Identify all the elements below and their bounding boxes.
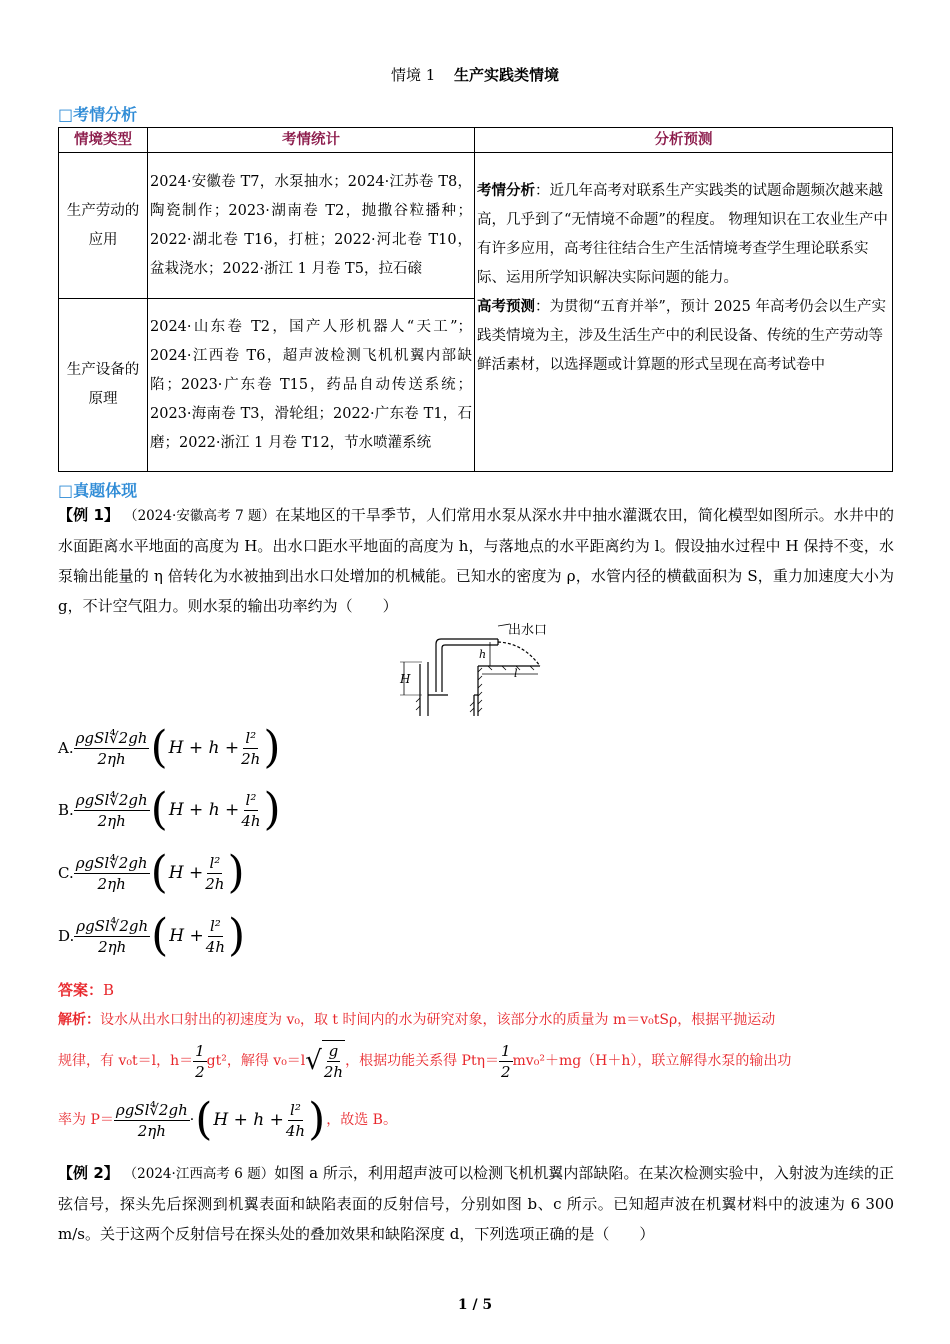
option-fraction: $\frac{\text{l²}}{4h}$ — [241, 790, 261, 830]
scene-title: 生产实践类情境 — [454, 66, 560, 84]
analysis-text: ：近几年高考对联系生产实践类的试题命题频次越来越高，几乎到了“无情境不命题”的程度。 物理知识在工农业生产中有许多应用，高考往往结合生产生活情境考查学生理论联系实际、运用所学知识解决实际问题的能力。 — [477, 183, 888, 286]
solution-text-2a: 规律，有 v₀t＝l，h＝ — [58, 1053, 194, 1069]
option-key: A. — [58, 739, 74, 757]
page-number: 1 / 5 — [457, 1297, 493, 1313]
option-expression: H + — [168, 863, 204, 883]
option-key: D. — [58, 927, 75, 945]
label-H: H — [400, 672, 411, 686]
solution-text-1: 设水从出水口射出的初速度为 v₀，取 t 时间内的水为研究对象，该部分水的质量为 m＝v₀tSρ，根据平抛运动 — [100, 1012, 776, 1028]
option-expression: H + h + — [168, 738, 240, 758]
option-b[interactable]: B. $\frac{\text{ρgSl∜2gh}}{2\eta h}$ ( H + h + $\frac{\text{l²}}{4h}$ ) — [58, 784, 281, 835]
page-title — [0, 64, 950, 85]
example2-source: （2024·江西高考 6 题） — [123, 1166, 275, 1182]
option-key: B. — [58, 801, 74, 819]
solution-line-2: 规律，有 v₀t＝l，h＝ $\frac{1}{2}$ gt²，解得 v₀＝l √ $\frac{g}{2h}$ ，根据功能关系得 Ptη＝ $\frac{1}{2}$ mv₀²＋mg（H＋h），联立解得水泵的输出功 — [58, 1041, 792, 1081]
row-stats: 2024·安徽卷 T7，水泵抽水；2024·江苏卷 T8，陶瓷制作；2023·湖南卷 T2，抛撒谷粒播种；2022·湖北卷 T16，打桩；2022·河北卷 T10，盆栽浇水；2022·浙江 1 月卷 T5，拉石磙 — [148, 153, 475, 299]
col-header-stats: 考情统计 — [148, 128, 475, 153]
sqrt-fraction: $\frac{g}{2h}$ — [323, 1042, 344, 1081]
example1-text: 在某地区的干旱季节，人们常用水泵从深水井中抽水灌溉农田，简化模型如图所示。水井中的水面距离水平地面的高度为 H。出水口距水平地面的高度为 h，与落地点的水平距离约为 l。假设抽水过程中 H 保持不变，水泵输出能量的 η 倍转化为水被抽到出水口处增加的机械能。已知水的密度为 ρ，水管内径的横截面积为 S，重力加速度大小为 g，不计空气阻力。则水泵的输出功率约为（ ） — [58, 506, 894, 615]
scene-label: 情境 1 — [390, 66, 436, 84]
option-a[interactable]: A. $\frac{\text{ρgSl∜2gh}}{2\eta h}$ ( H + h + $\frac{\text{l²}}{2h}$ ) — [58, 722, 281, 773]
solution-label: 解析： — [58, 1012, 100, 1028]
prefactor-fraction: $\frac{\text{ρgSl∜2gh}}{2\eta h}$ — [76, 916, 149, 956]
solution-text-2d: mv₀²＋mg（H＋h），联立解得水泵的输出功 — [512, 1053, 792, 1069]
option-key: C. — [58, 864, 74, 882]
prefactor-fraction: $\frac{\text{ρgSl∜2gh}}{2\eta h}$ — [75, 790, 148, 830]
col-header-type: 情境类型 — [59, 128, 148, 153]
answer-value: B — [103, 981, 115, 999]
option-fraction: $\frac{\text{l²}}{2h}$ — [205, 853, 225, 893]
answer-line — [58, 975, 894, 1005]
option-fraction: $\frac{\text{l²}}{2h}$ — [241, 728, 261, 768]
example1-stem — [58, 500, 894, 621]
table-header-row — [59, 128, 893, 153]
label-l: l — [514, 667, 518, 680]
prefactor-fraction: $\frac{\text{ρgSl∜2gh}}{2\eta h}$ — [75, 853, 148, 893]
example2-text: 如图 a 所示，利用超声波可以检测飞机机翼内部缺陷。在某次检测实验中，入射波为连续的正弦信号，探头先后探测到机翼表面和缺陷表面的反射信号，分别如图 b、c 所示。已知超声波在机翼材料中的波速为 6 300 m/s。关于这两个反射信号在探头处的叠加效果和缺陷深度 d，下列选项正确的是（ ） — [58, 1164, 894, 1243]
solution-text-2c: ，根据功能关系得 Ptη＝ — [345, 1053, 499, 1069]
real-exam-heading: □真题体现 — [58, 481, 138, 500]
label-h: h — [479, 648, 487, 661]
analysis-cell — [475, 153, 893, 472]
option-expression: H + — [169, 926, 204, 946]
row-type: 生产劳动的应用 — [59, 153, 148, 299]
half-fraction: $\frac{1}{2}$ — [500, 1041, 511, 1081]
pump-diagram — [398, 622, 558, 718]
example2-stem — [58, 1158, 894, 1249]
analysis-heading: □考情分析 — [58, 105, 138, 124]
option-c[interactable]: C. $\frac{\text{ρgSl∜2gh}}{2\eta h}$ ( H + $\frac{\text{l²}}{2h}$ ) — [58, 847, 245, 898]
half-fraction: $\frac{1}{2}$ — [195, 1041, 205, 1081]
solution-text-3a: 率为 P＝ — [58, 1112, 114, 1128]
solution-text-3b: ，故选 B。 — [326, 1112, 397, 1128]
table-row — [59, 153, 893, 299]
option-d[interactable]: D. $\frac{\text{ρgSl∜2gh}}{2\eta h}$ ( H + $\frac{\text{l²}}{4h}$ ) — [58, 910, 246, 961]
analysis-table — [58, 127, 893, 472]
solution-line-1 — [58, 1005, 894, 1035]
power-prefactor: $\frac{\text{ρgSl∜2gh}}{2\eta h}$ — [115, 1100, 188, 1140]
example1-source: （2024·安徽高考 7 题） — [124, 508, 276, 524]
row-type: 生产设备的原理 — [59, 299, 148, 472]
prefactor-fraction: $\frac{\text{ρgSl∜2gh}}{2\eta h}$ — [75, 728, 148, 768]
analysis-label: 考情分析 — [477, 183, 535, 199]
col-header-prediction: 分析预测 — [475, 128, 893, 153]
prediction-text: ：为贯彻“五育并举”，预计 2025 年高考仍会以生产实践类情境为主，涉及生活生产中的利民设备、传统的生产劳动等鲜活素材，以选择题或计算题的形式呈现在高考试卷中 — [477, 299, 886, 373]
answer-label: 答案： — [58, 981, 104, 999]
prediction-label: 高考预测 — [477, 299, 535, 315]
outlet-label: 出水口 — [508, 623, 548, 638]
row-stats: 2024·山东卷 T2，国产人形机器人“天工”；2024·江西卷 T6，超声波检测飞机机翼内部缺陷；2023·广东卷 T15，药品自动传送系统；2023·海南卷 T3，滑轮组；2022·广东卷 T1，石磨；2022·浙江 1 月卷 T12，节水喷灌系统 — [148, 299, 475, 472]
option-expression: H + h + — [168, 800, 240, 820]
solution-text-2b: gt²，解得 v₀＝l — [206, 1053, 306, 1069]
example1-label: 【例 1】 — [58, 506, 120, 524]
final-fraction: $\frac{\text{l²}}{4h}$ — [285, 1100, 306, 1140]
example2-label: 【例 2】 — [58, 1164, 119, 1182]
final-expression: H + h + — [213, 1110, 284, 1130]
option-fraction: $\frac{\text{l²}}{4h}$ — [205, 916, 225, 956]
solution-line-3: 率为 P＝ $\frac{\text{ρgSl∜2gh}}{2\eta h}$ · ( H + h + $\frac{\text{l²}}{4h}$ ) ，故选 B。 — [58, 1094, 397, 1145]
